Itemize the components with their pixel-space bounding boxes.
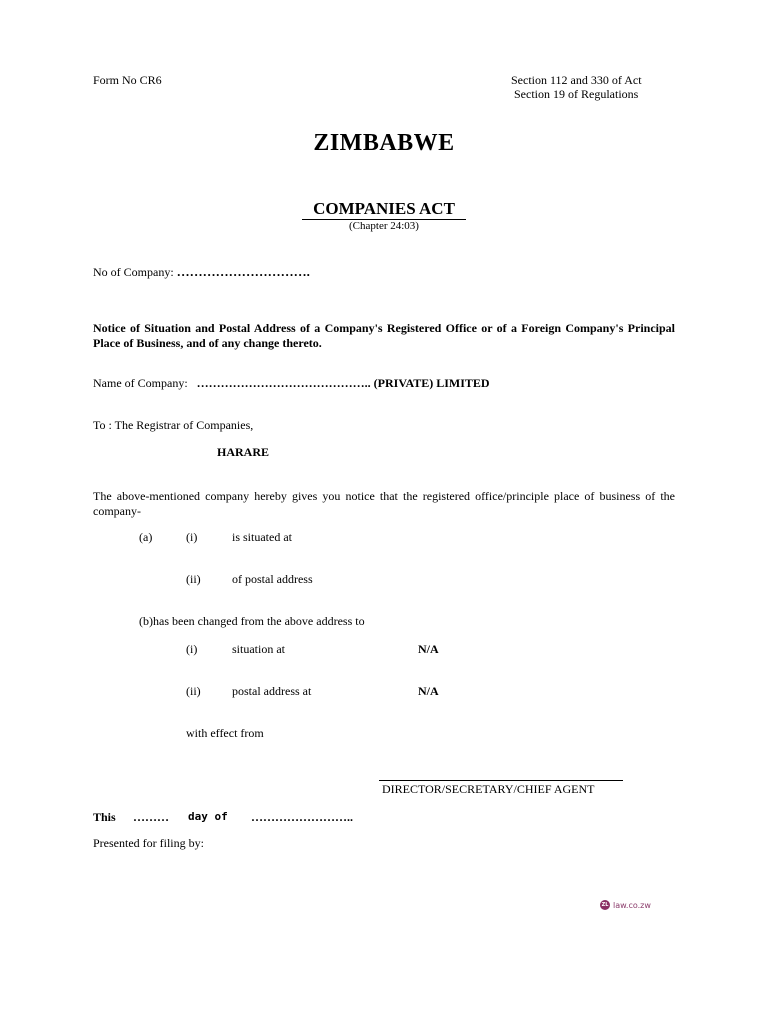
registrar-address: To : The Registrar of Companies, <box>93 418 254 432</box>
company-name-line <box>93 376 490 391</box>
company-name-label: Name of Company: <box>93 376 188 390</box>
chapter-reference: (Chapter 24:03) <box>349 220 419 232</box>
form-number: Form No CR6 <box>93 73 162 87</box>
signature-label: DIRECTOR/SECRETARY/CHIEF AGENT <box>382 782 595 796</box>
part-b-heading: (b)has been changed from the above address to <box>139 614 365 628</box>
part-a-letter: (a) <box>139 530 153 544</box>
logo-mark-icon: ZL <box>601 902 609 908</box>
country-title: ZIMBABWE <box>313 130 455 156</box>
part-b-i-number: (i) <box>186 642 198 656</box>
part-b-ii-text: postal address at <box>232 684 312 698</box>
part-a-ii-text: of postal address <box>232 572 313 586</box>
registrar-city: HARARE <box>217 445 270 459</box>
part-b-i-text: situation at <box>232 642 285 656</box>
part-a-i-text: is situated at <box>232 530 292 544</box>
part-b-ii-value: N/A <box>418 684 439 698</box>
presented-for-filing: Presented for filing by: <box>93 836 204 850</box>
date-month-field: …………………….. <box>251 810 353 824</box>
part-a-ii-number: (ii) <box>186 572 201 586</box>
part-b-i-value: N/A <box>418 642 439 656</box>
company-number-line <box>93 264 310 280</box>
company-number-field: …………………………. <box>176 264 310 279</box>
company-name-field: …………………………………….. <box>196 376 371 390</box>
act-title: COMPANIES ACT <box>313 199 455 218</box>
company-name-suffix: (PRIVATE) LIMITED <box>373 376 490 390</box>
date-day-field: ……… <box>133 810 169 824</box>
notice-body: The above-mentioned company hereby gives you notice that the registered office/principle place of business of the company- <box>93 489 675 518</box>
effective-date-label: with effect from <box>186 726 264 740</box>
date-day-of-label: day of <box>188 810 228 823</box>
date-this-label: This <box>93 810 116 824</box>
signature-line <box>379 780 623 781</box>
lawcozw-logo <box>600 900 651 910</box>
part-a-i-number: (i) <box>186 530 198 544</box>
part-b-ii-number: (ii) <box>186 684 201 698</box>
regulations-reference: Section 19 of Regulations <box>514 87 639 101</box>
section-reference: Section 112 and 330 of Act <box>511 73 642 87</box>
company-number-label: No of Company: <box>93 265 174 279</box>
notice-heading: Notice of Situation and Postal Address of a Company's Registered Office or of a Foreign Company's Principal Place of Business, and of any change thereto. <box>93 321 675 350</box>
logo-text: law.co.zw <box>613 900 651 910</box>
